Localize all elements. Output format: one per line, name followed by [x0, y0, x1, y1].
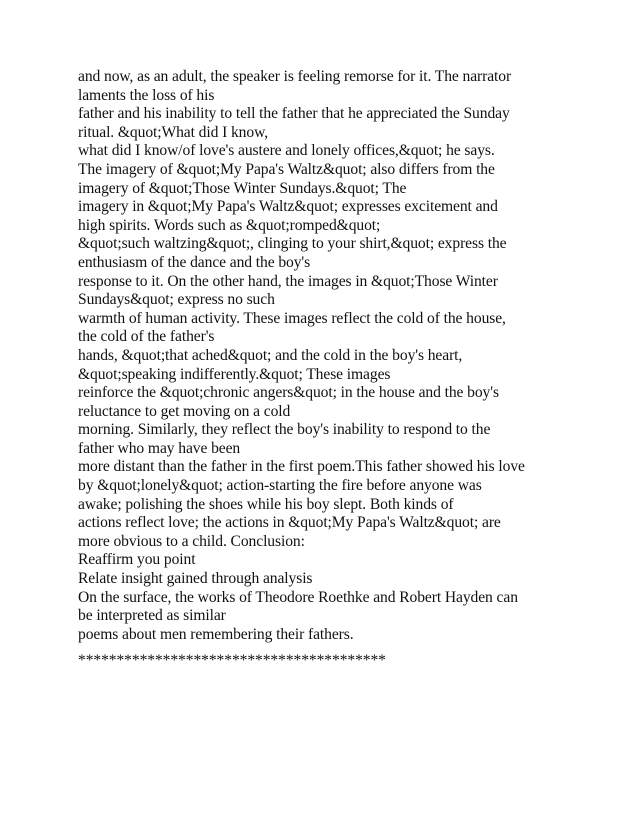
text-line: Sundays&quot; express no such — [78, 291, 275, 309]
text-line: and now, as an adult, the speaker is feeling remorse for it. The narrator — [78, 68, 512, 85]
text-line: the cold of the father's — [78, 328, 215, 346]
text-line: high spirits. Words such as &quot;romped&quot; — [78, 216, 381, 234]
document-body — [78, 68, 578, 671]
text-line: poems about men remembering their fathers. — [78, 625, 354, 643]
text-line: reluctance to get moving on a cold — [78, 402, 291, 420]
text-line: &quot;such waltzing&quot;, clinging to your shirt,&quot; express the — [78, 235, 507, 253]
text-line: morning. Similarly, they reflect the boy's inability to respond to the — [78, 421, 491, 439]
text-line: enthusiasm of the dance and the boy's — [78, 253, 311, 271]
text-line: laments the loss of his — [78, 86, 215, 104]
text-line: On the surface, the works of Theodore Roethke and Robert Hayden can — [78, 588, 518, 606]
text-line: more distant than the father in the first poem.This father showed his love — [78, 458, 525, 476]
text-line: what did I know/of love's austere and lonely offices,&quot; he says. — [78, 142, 495, 160]
text-line: response to it. On the other hand, the images in &quot;Those Winter — [78, 272, 498, 290]
text-line: &quot;speaking indifferently.&quot; These images — [78, 365, 391, 383]
text-line: by &quot;lonely&quot; action-starting the fire before anyone was — [78, 477, 482, 495]
text-line: ritual. &quot;What did I know, — [78, 123, 269, 141]
text-line: Reaffirm you point — [78, 551, 196, 569]
text-line: father who may have been — [78, 439, 241, 457]
text-line: imagery of &quot;Those Winter Sundays.&quot; The — [78, 179, 407, 197]
text-line: Relate insight gained through analysis — [78, 570, 313, 588]
text-line: warmth of human activity. These images reflect the cold of the house, — [78, 309, 506, 327]
text-line: imagery in &quot;My Papa's Waltz&quot; expresses excitement and — [78, 198, 498, 216]
text-line: hands, &quot;that ached&quot; and the cold in the boy's heart, — [78, 346, 463, 364]
text-line: The imagery of &quot;My Papa's Waltz&quot; also differs from the — [78, 160, 495, 178]
text-line: father and his inability to tell the father that he appreciated the Sunday — [78, 105, 510, 123]
text-line: actions reflect love; the actions in &quot;My Papa's Waltz&quot; are — [78, 514, 501, 532]
text-line: more obvious to a child. Conclusion: — [78, 532, 305, 550]
asterisk-separator: **************************************** — [78, 652, 386, 670]
text-line: reinforce the &quot;chronic angers&quot; in the house and the boy's — [78, 384, 499, 402]
text-line: awake; polishing the shoes while his boy slept. Both kinds of — [78, 495, 454, 513]
text-line: be interpreted as similar — [78, 607, 226, 625]
